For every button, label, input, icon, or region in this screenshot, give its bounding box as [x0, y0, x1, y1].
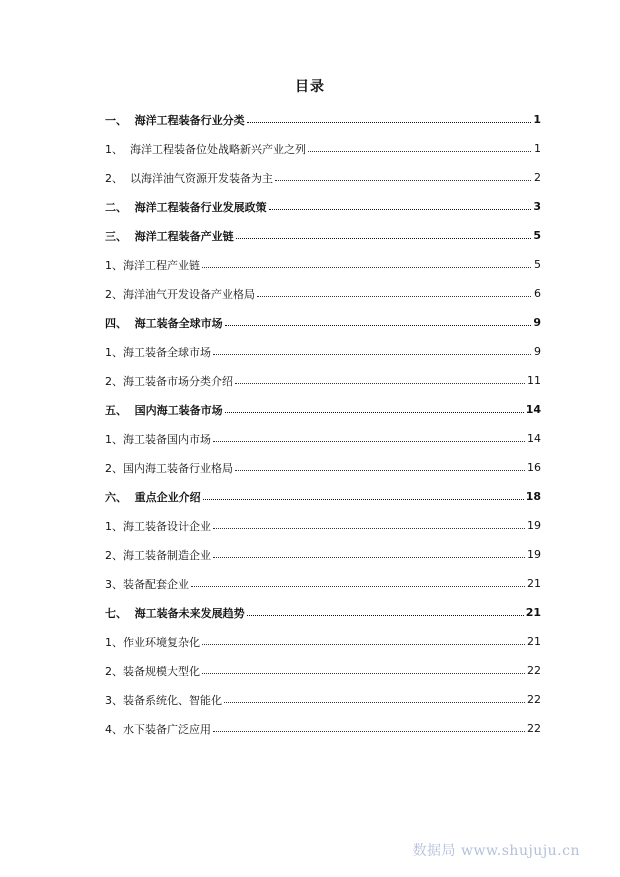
toc-page-number: 1 — [533, 113, 541, 126]
toc-entry-number: 六、 — [105, 490, 135, 504]
toc-entry-text: 水下装备广泛应用 — [123, 722, 211, 736]
toc-dot-leader — [224, 702, 525, 703]
toc-entry-number: 2、 — [105, 374, 123, 388]
toc-subsection-entry[interactable] — [105, 627, 541, 656]
toc-page-number: 21 — [527, 635, 541, 648]
toc-section-entry[interactable] — [105, 105, 541, 134]
toc-dot-leader — [203, 499, 524, 500]
toc-page-number: 14 — [525, 403, 541, 416]
toc-subsection-entry[interactable] — [105, 424, 541, 453]
toc-entry-number: 4、 — [105, 722, 123, 736]
toc-entry-number: 3、 — [105, 577, 123, 591]
toc-dot-leader — [247, 615, 524, 616]
toc-page-number: 16 — [527, 461, 541, 474]
toc-page-number: 1 — [534, 142, 541, 155]
toc-entry-number: 2、 — [105, 461, 123, 475]
toc-entry-number: 1、 — [105, 519, 123, 533]
toc-subsection-entry[interactable] — [105, 134, 541, 163]
toc-page-number: 18 — [525, 490, 541, 503]
toc-entry-text: 海工装备全球市场 — [134, 316, 223, 330]
toc-dot-leader — [213, 557, 525, 558]
toc-entry-number: 1、 — [105, 142, 130, 156]
toc-dot-leader — [225, 325, 531, 326]
toc-subsection-entry[interactable] — [105, 453, 541, 482]
toc-subsection-entry[interactable] — [105, 685, 541, 714]
toc-entry-number: 1、 — [105, 345, 123, 359]
toc-entry-text: 海工装备市场分类介绍 — [123, 374, 233, 388]
toc-section-entry[interactable] — [105, 482, 541, 511]
toc-page-number: 19 — [527, 519, 541, 532]
toc-page-number: 9 — [533, 316, 541, 329]
toc-dot-leader — [235, 470, 525, 471]
toc-list — [105, 105, 541, 743]
toc-page-number: 5 — [534, 258, 541, 271]
toc-page-number: 19 — [527, 548, 541, 561]
toc-entry-number: 三、 — [105, 229, 135, 243]
toc-dot-leader — [308, 151, 531, 152]
toc-subsection-entry[interactable] — [105, 714, 541, 743]
toc-section-entry[interactable] — [105, 395, 541, 424]
toc-dot-leader — [213, 441, 525, 442]
toc-page-number: 2 — [534, 171, 541, 184]
toc-dot-leader — [275, 180, 531, 181]
toc-entry-number: 1、 — [105, 635, 123, 649]
toc-title: 目录 — [295, 79, 325, 95]
toc-subsection-entry[interactable] — [105, 656, 541, 685]
toc-page-number: 9 — [534, 345, 541, 358]
toc-entry-number: 2、 — [105, 171, 130, 185]
toc-entry-text: 海工装备全球市场 — [123, 345, 211, 359]
toc-dot-leader — [213, 354, 531, 355]
toc-subsection-entry[interactable] — [105, 569, 541, 598]
toc-entry-text: 装备配套企业 — [123, 577, 189, 591]
toc-section-entry[interactable] — [105, 221, 541, 250]
toc-subsection-entry[interactable] — [105, 540, 541, 569]
toc-dot-leader — [213, 528, 525, 529]
toc-page-number: 22 — [527, 693, 541, 706]
toc-entry-number: 2、 — [105, 287, 123, 301]
toc-entry-number: 二、 — [105, 200, 135, 214]
toc-entry-text: 装备规模大型化 — [123, 664, 200, 678]
toc-dot-leader — [191, 586, 525, 587]
toc-page-number: 11 — [527, 374, 541, 387]
toc-entry-number: 四、 — [105, 316, 135, 330]
toc-entry-number: 2、 — [105, 548, 123, 562]
toc-entry-text: 以海洋油气资源开发装备为主 — [130, 171, 273, 185]
toc-entry-text: 海洋工程装备位处战略新兴产业之列 — [130, 142, 306, 156]
toc-entry-text: 海洋工程装备行业分类 — [134, 113, 245, 127]
toc-dot-leader — [269, 209, 531, 210]
toc-entry-text: 作业环境复杂化 — [123, 635, 200, 649]
toc-subsection-entry[interactable] — [105, 279, 541, 308]
toc-page-number: 5 — [533, 229, 541, 242]
toc-page-number: 6 — [534, 287, 541, 300]
toc-subsection-entry[interactable] — [105, 511, 541, 540]
toc-entry-number: 1、 — [105, 432, 123, 446]
toc-dot-leader — [235, 383, 525, 384]
toc-section-entry[interactable] — [105, 308, 541, 337]
toc-dot-leader — [202, 673, 525, 674]
toc-entry-text: 海洋工程产业链 — [123, 258, 200, 272]
toc-section-entry[interactable] — [105, 192, 541, 221]
toc-entry-number: 五、 — [105, 403, 135, 417]
toc-page-number: 21 — [525, 606, 541, 619]
toc-entry-text: 海工装备未来发展趋势 — [134, 606, 245, 620]
toc-entry-number: 2、 — [105, 664, 123, 678]
toc-page-number: 22 — [527, 722, 541, 735]
toc-page-number: 22 — [527, 664, 541, 677]
toc-entry-number: 七、 — [105, 606, 135, 620]
toc-dot-leader — [236, 238, 531, 239]
toc-dot-leader — [213, 731, 525, 732]
toc-section-entry[interactable] — [105, 598, 541, 627]
toc-page-number: 14 — [527, 432, 541, 445]
toc-entry-number: 3、 — [105, 693, 123, 707]
toc-entry-text: 海洋油气开发设备产业格局 — [123, 287, 255, 301]
toc-entry-text: 海工装备制造企业 — [123, 548, 211, 562]
toc-subsection-entry[interactable] — [105, 250, 541, 279]
toc-entry-number: 一、 — [105, 113, 135, 127]
toc-subsection-entry[interactable] — [105, 163, 541, 192]
watermark-text: 数据局 www.shujuju.cn — [412, 843, 580, 859]
toc-subsection-entry[interactable] — [105, 366, 541, 395]
toc-dot-leader — [247, 122, 531, 123]
toc-subsection-entry[interactable] — [105, 337, 541, 366]
toc-entry-text: 海洋工程装备行业发展政策 — [134, 200, 267, 214]
toc-entry-text: 国内海工装备市场 — [134, 403, 223, 417]
toc-entry-text: 海洋工程装备产业链 — [134, 229, 234, 243]
toc-dot-leader — [202, 267, 531, 268]
toc-dot-leader — [202, 644, 525, 645]
toc-dot-leader — [225, 412, 524, 413]
toc-page-number: 21 — [527, 577, 541, 590]
toc-entry-text: 装备系统化、智能化 — [123, 693, 222, 707]
toc-entry-number: 1、 — [105, 258, 123, 272]
toc-entry-text: 海工装备设计企业 — [123, 519, 211, 533]
toc-page-number: 3 — [533, 200, 541, 213]
toc-dot-leader — [257, 296, 531, 297]
toc-entry-text: 海工装备国内市场 — [123, 432, 211, 446]
toc-entry-text: 国内海工装备行业格局 — [123, 461, 233, 475]
toc-entry-text: 重点企业介绍 — [134, 490, 201, 504]
